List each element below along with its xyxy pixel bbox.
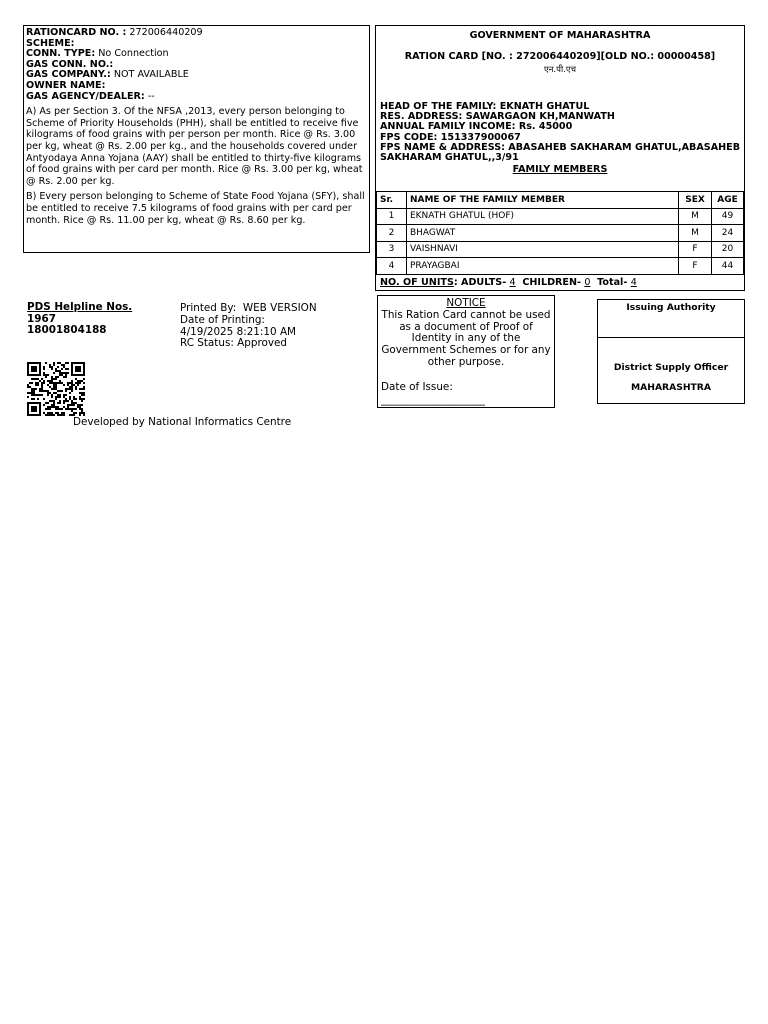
member-name: PRAYAGBAI [406,258,678,275]
fps-code: FPS CODE: 151337900067 [380,131,521,143]
field-label: OWNER NAME: [26,79,106,91]
issuing-state: MAHARASHTRA [631,382,711,393]
issuing-authority-title: Issuing Authority [626,302,716,313]
helpline-number: 18001804188 [27,324,107,336]
annual-income: ANNUAL FAMILY INCOME: Rs. 45000 [380,121,573,133]
member-age: 44 [712,258,744,275]
col-header-sex: SEX [679,192,712,209]
field-label: GAS CONN. NO.: [26,58,114,70]
field-label: RATIONCARD NO. : [26,27,127,38]
field-label: CONN. TYPE: [26,48,96,60]
ration-field [26,28,367,39]
member-sr: 1 [377,208,407,225]
family-info [380,102,742,163]
member-age: 20 [712,241,744,258]
notice-box [377,295,555,408]
member-sex: F [679,258,712,275]
total-count: 4 [630,277,637,288]
member-sex: M [679,225,712,242]
ration-card-title: RATION CARD [NO. : 272006440209][OLD NO.: 00000458] [404,51,716,62]
member-sr: 4 [377,258,407,275]
field-value: NOT AVAILABLE [113,69,189,81]
field-value: -- [147,90,155,102]
member-name: BHAGWAT [406,225,678,242]
table-header-row [377,192,744,209]
field-value: 272006440209 [129,27,203,38]
field-label: SCHEME: [26,37,75,49]
issuing-officer: District Supply Officer [613,362,729,373]
ration-card-box [375,25,745,291]
total-label: Total- [597,277,628,288]
entitlement-paragraph-b: B) Every person belonging to Scheme of State Food Yojana (SFY), shall be entitled to receive 7.5 kilograms of food grains with per card per month. Rice @ Rs. 11.00 per kg, wheat @ Rs. 8.60 per kg. [26,191,365,226]
children-label: CHILDREN- [522,277,581,288]
ration-field [26,92,367,103]
qr-code-icon [27,362,85,416]
helpline-number: 1967 [27,312,56,325]
divider [598,337,744,338]
units-summary: NO. OF UNITS: ADULTS- 4 CHILDREN- 0 Total- 4 [380,277,637,288]
children-count: 0 [584,277,591,288]
family-members-table [376,191,744,275]
printing-date: 4/19/2025 8:21:10 AM [180,325,297,338]
table-row [377,208,744,225]
residence-address: RES. ADDRESS: SAWARGAON KH,MANWATH [380,111,615,123]
member-sr: 2 [377,225,407,242]
developed-by: Developed by National Informatics Centre [73,416,292,428]
family-members-heading: FAMILY MEMBERS [512,164,608,175]
adults-count: 4 [509,277,516,288]
ration-fields [26,28,367,102]
pds-helpline [27,302,132,337]
date-of-issue-label: Date of Issue: [381,381,453,393]
helpline-title: PDS Helpline Nos. [27,301,133,313]
rc-status: RC Status: Approved [180,337,288,350]
notice-title: NOTICE [446,297,486,309]
date-of-issue-line: ____________________ [381,394,485,406]
table-row [377,258,744,275]
field-label: GAS AGENCY/DEALER: [26,90,145,102]
entitlement-paragraph-a: A) As per Section 3. Of the NFSA ,2013, every person belonging to Scheme of Priority Households (PHH), shall be entitled to receive five kilograms of food grains with per person per month. Rice @ Rs. 3.00 per kg, wheat @ Rs. 2.00 per kg., and the households covered under Antyodaya Anna Yojana (AAY) shall be entitled to thirty-five kilograms of food grains with per card per month. Rice @ Rs. 3.00 per kg, wheat @ Rs. 2.00 per kg. [26,106,363,187]
col-header-age: AGE [712,192,744,209]
adults-label: ADULTS- [461,277,507,288]
notice-text: This Ration Card cannot be used as a document of Proof of Identity in any of the Government Schemes or for any other purpose. [381,308,551,368]
printed-by: Printed By: WEB VERSION [180,302,317,314]
member-sex: F [679,241,712,258]
table-row [377,225,744,242]
member-name: VAISHNAVI [406,241,678,258]
fps-name-address: FPS NAME & ADDRESS: ABASAHEB SAKHARAM GHATUL,ABASAHEB SAKHARAM GHATUL,,3/91 [380,141,741,164]
member-age: 24 [712,225,744,242]
card-category: एन.पी.एच [544,65,576,75]
member-age: 49 [712,208,744,225]
issuing-authority-box [597,299,745,404]
print-info [180,303,317,350]
field-label: GAS COMPANY.: [26,69,111,81]
printing-date-label: Date of Printing: [180,313,265,326]
units-label: NO. OF UNITS [380,277,454,288]
ration-details-box [23,25,370,253]
head-of-family: HEAD OF THE FAMILY: EKNATH GHATUL [380,101,590,112]
member-sex: M [679,208,712,225]
col-header-name: NAME OF THE FAMILY MEMBER [406,192,678,209]
member-name: EKNATH GHATUL (HOF) [406,208,678,225]
col-header-sr: Sr. [377,192,407,209]
table-row [377,241,744,258]
member-sr: 3 [377,241,407,258]
field-value: No Connection [98,48,169,60]
government-title: GOVERNMENT OF MAHARASHTRA [469,30,651,41]
